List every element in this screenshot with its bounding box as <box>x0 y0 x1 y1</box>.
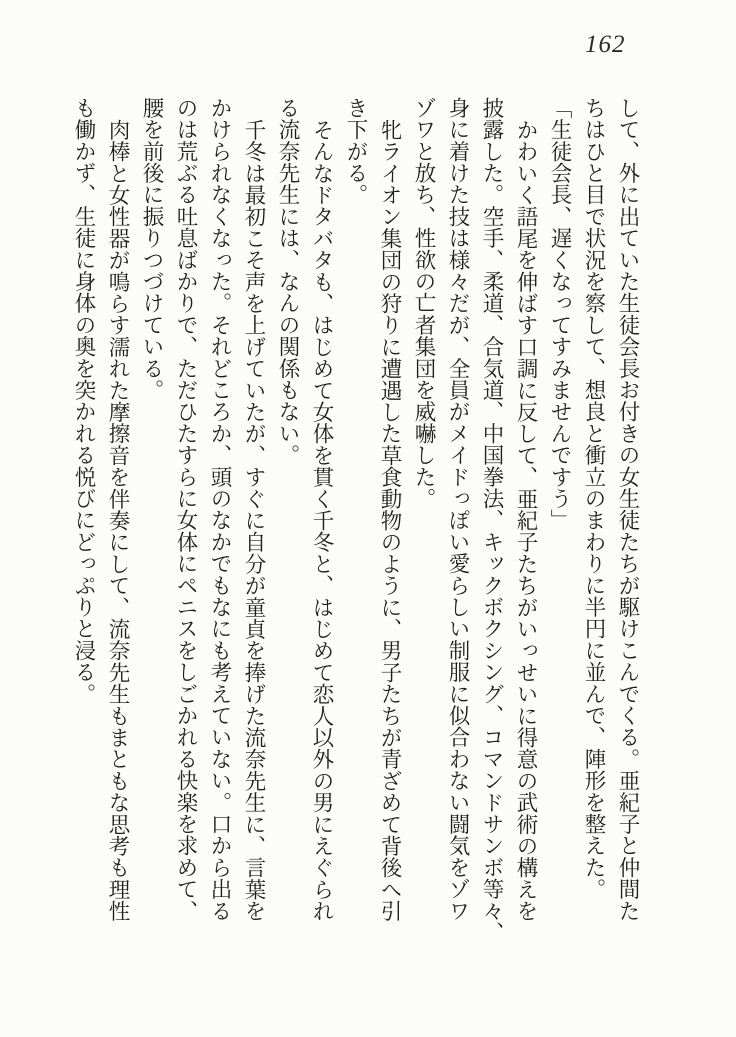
text-column: 牝ライオン集団の狩りに遭遇した草食動物のように、男子たちが青ざめて背後へ引 <box>378 118 402 922</box>
text-column: ゾワと放ち、性欲の亡者集団を威嚇した。 <box>412 97 436 510</box>
text-column: 身に着けた技は様々だが、全員がメイドっぽい愛らしい制服に似合わない闘気をゾワ <box>446 97 470 922</box>
text-column: かけられなくなった。それどころか、頭のなかでもなにも考えていない。口から出る <box>208 97 232 922</box>
text-column: 千冬は最初こそ声を上げていたが、すぐに自分が童貞を捧げた流奈先生に、言葉を <box>242 118 266 922</box>
text-column: 「生徒会長、遅くなってすみませんですう」 <box>548 97 572 531</box>
page-number: 162 <box>585 31 626 58</box>
text-column: き下がる。 <box>344 97 368 206</box>
text-column: 腰を前後に振りつづけている。 <box>140 97 164 401</box>
text-block <box>67 97 645 943</box>
text-column: 披露した。空手、柔道、合気道、中国拳法、キックボクシング、コマンドサンボ等々、 <box>480 97 504 944</box>
text-column: のは荒ぶる吐息ばかりで、ただひたすらに女体にペニスをしごかれる快楽を求めて、 <box>174 97 198 922</box>
text-column: そんなドタバタも、はじめて女体を貫く千冬と、はじめて恋人以外の男にえぐられ <box>310 118 334 922</box>
text-column: かわいく語尾を伸ばす口調に反して、亜紀子たちがいっせいに得意の武術の構えを <box>514 118 538 922</box>
text-column: ちはひと目で状況を察して、想良と衝立のまわりに半円に並んで、陣形を整えた。 <box>582 97 606 900</box>
text-column: 肉棒と女性器が鳴らす濡れた摩擦音を伴奏にして、流奈先生もまともな思考も理性 <box>106 118 130 922</box>
text-column: して、外に出ていた生徒会長お付きの女生徒たちが駆けこんでくる。亜紀子と仲間た <box>616 97 640 922</box>
text-column: も働かず、生徒に身体の奥を突かれる悦びにどっぷりと浸る。 <box>72 97 96 705</box>
text-column: る流奈先生には、なんの関係もない。 <box>276 97 300 466</box>
